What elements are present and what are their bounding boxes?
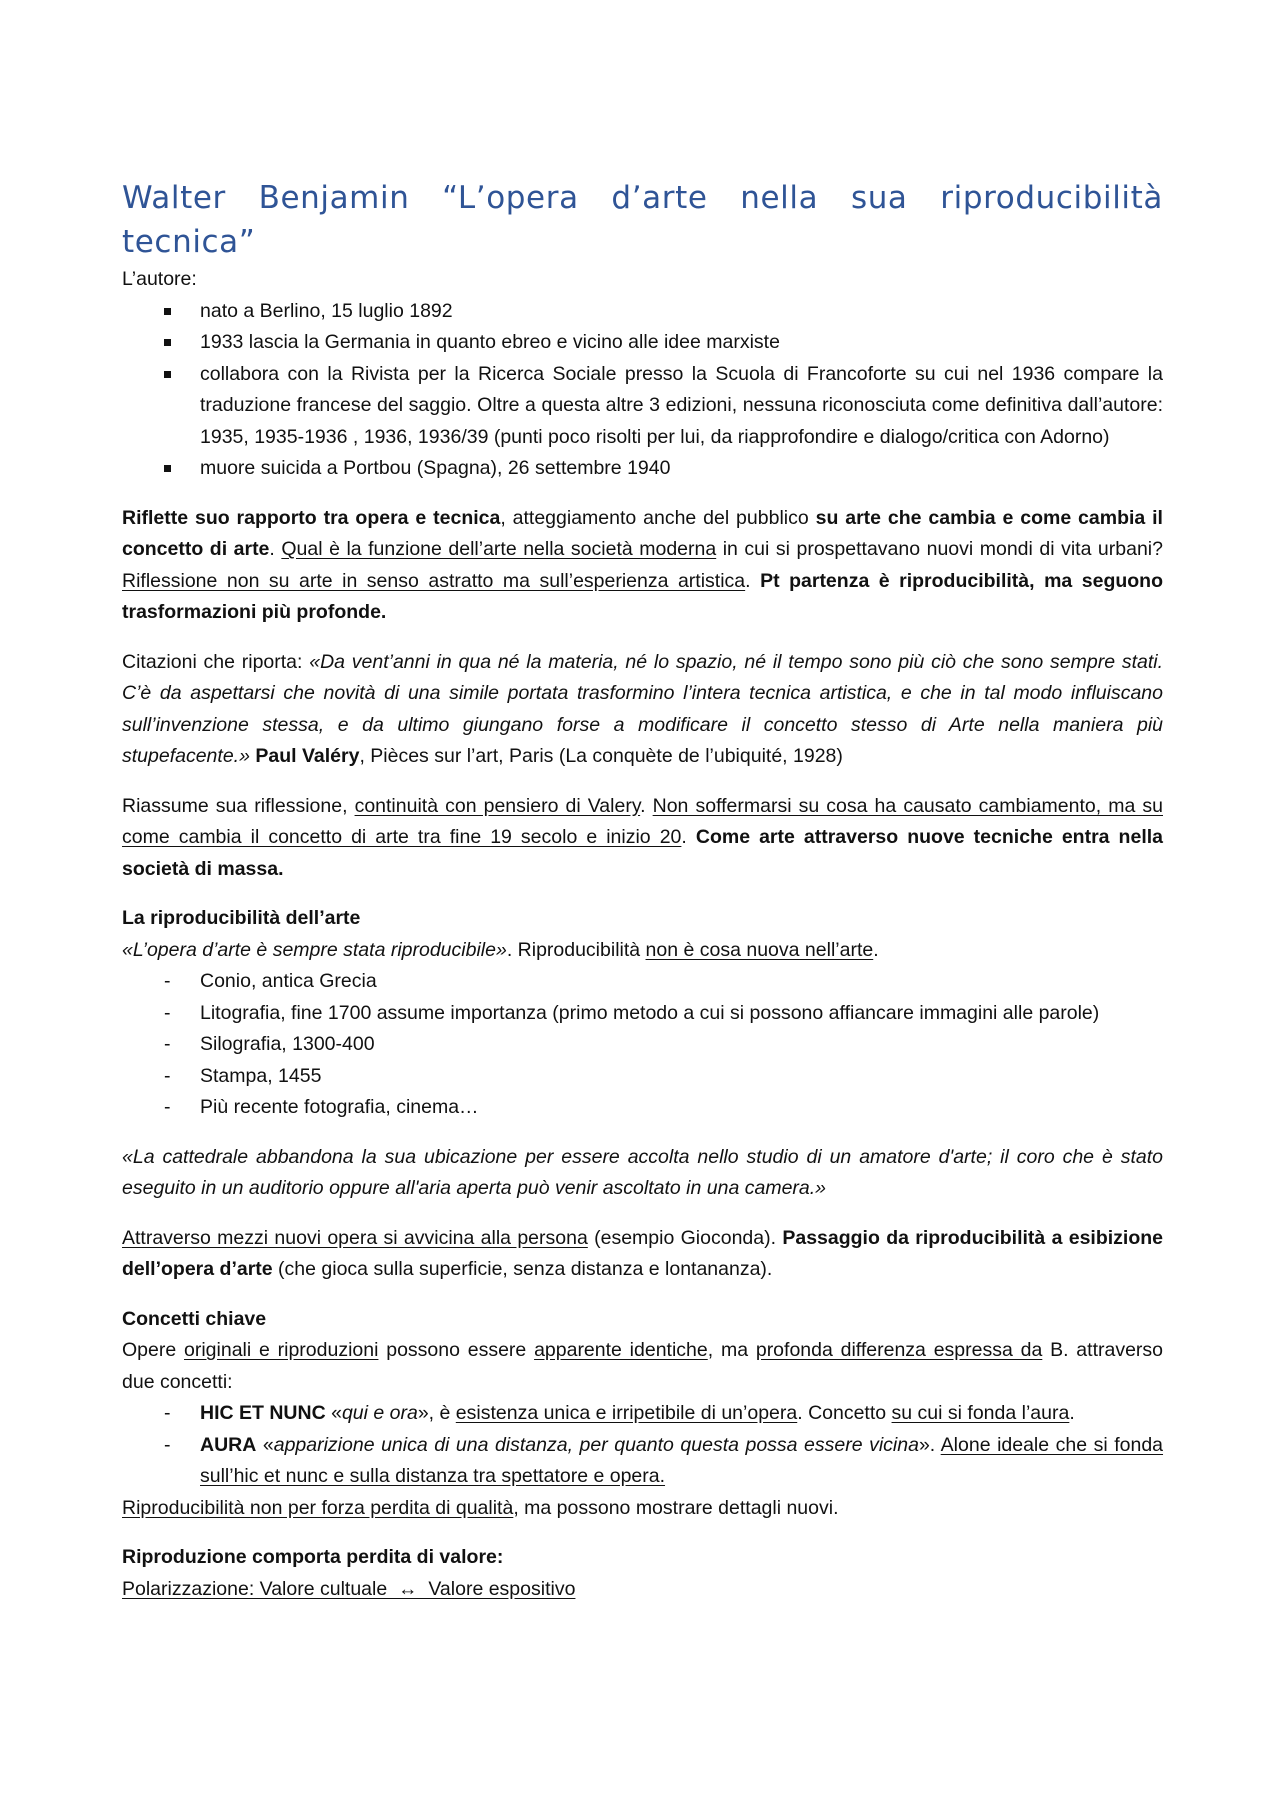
underlined-span: Alone ideale che si fonda sull’hic et nunc e sulla distanza tra spettatore e opera. — [200, 1433, 1164, 1487]
italic-span: qui e ora — [341, 1402, 418, 1424]
techniques-list — [122, 966, 1163, 1124]
quote-cattedrale — [122, 1142, 1163, 1205]
underlined-span: Attraverso mezzi nuovi opera si avvicina alla persona — [122, 1226, 588, 1249]
paragraph-citazioni — [122, 647, 1163, 773]
section-heading-concetti — [122, 1304, 1163, 1336]
document-body — [122, 264, 1163, 1605]
text-span: . Riproducibilità — [506, 938, 646, 961]
list-item: - Stampa, 1455 — [122, 1061, 1163, 1093]
text-span: . — [269, 538, 282, 560]
bold-span: Paul Valéry — [255, 745, 360, 767]
bold-span: su arte che cambia e come cambia il concetto di arte — [122, 506, 1163, 560]
text-span: « — [325, 1402, 342, 1424]
underlined-span: Riproducibilità non per forza perdita di qualità — [122, 1496, 514, 1519]
list-item: - Litografia, fine 1700 assume importanza (primo metodo a cui si possono affiancare immagini alle parole) — [122, 998, 1163, 1030]
underlined-span: profonda differenza espressa da — [755, 1339, 1043, 1361]
text-span: « — [256, 1433, 274, 1456]
text-span: ». — [918, 1433, 941, 1456]
paragraph-riassume — [122, 791, 1163, 886]
quote-span: «Da vent’anni in qua né la materia, né lo spazio, né il tempo sono più ciò che sono sempre stati. C’è da aspettarsi che novità di una simile portata trasformino l’intera tecnica artistica, e che in tal modo influiscano sull’invenzione stessa, e da ultimo giungano forse a modificare il concetto stesso di Arte nella maniera più stupefacente.» — [122, 650, 1163, 767]
section-heading-riproducibilita — [122, 903, 1163, 935]
text-span: , atteggiamento anche del pubblico — [500, 506, 816, 529]
italic-span: apparizione unica di una distanza, per quanto questa possa essere vicina — [273, 1433, 919, 1456]
bold-span: Come arte attraverso nuove tecniche entra nella società di massa. — [122, 826, 1163, 880]
underlined-span: continuità con pensiero di Valery — [354, 794, 641, 817]
list-item: 1933 lascia la Germania in quanto ebreo e vicino alle idee marxiste — [122, 327, 1163, 359]
text-span: . — [1069, 1402, 1075, 1424]
list-item: - Conio, antica Grecia — [122, 966, 1163, 998]
author-label: L’autore: — [122, 268, 197, 290]
quote-span: «La cattedrale abbandona la sua ubicazione per essere accolta nello studio di un amatore d'arte; il coro che è stato eseguito in un auditorio oppure all'aria aperta può venir ascoltato in una camera.» — [122, 1145, 1163, 1199]
text-span: », è — [417, 1402, 456, 1424]
text-span: , ma — [707, 1339, 756, 1361]
bold-span: Concetti chiave — [122, 1307, 267, 1330]
underlined-span: Polarizzazione: Valore cultuale ↔ Valore espositivo — [122, 1577, 576, 1600]
underlined-span: su cui si fonda l’aura — [891, 1402, 1070, 1424]
text-span: , ma possono mostrare dettagli nuovi. — [513, 1496, 839, 1519]
section-heading-riproduzione — [122, 1542, 1163, 1574]
underlined-span: Qual è la funzione dell’arte nella società moderna — [281, 538, 717, 560]
underlined-span: originali e riproduzioni — [184, 1339, 379, 1361]
list-item-aura — [122, 1430, 1163, 1493]
paragraph-riproducibilita-qualita — [122, 1493, 1163, 1525]
list-item: muore suicida a Portbou (Spagna), 26 settembre 1940 — [122, 453, 1163, 485]
list-item: nato a Berlino, 15 luglio 1892 — [122, 296, 1163, 328]
text-span: , Pièces sur l’art, Paris (La conquète de l’ubiquité, 1928) — [359, 745, 843, 767]
text-span: . — [640, 794, 653, 817]
concepts-list — [122, 1398, 1163, 1493]
bold-span: Riflette suo rapporto tra opera e tecnica — [122, 506, 501, 529]
text-span: possono essere — [378, 1339, 535, 1361]
text-span: B. attraverso due concetti: — [122, 1339, 1164, 1393]
list-item-hic-et-nunc — [122, 1398, 1163, 1430]
quote-span: «L’opera d’arte è sempre stata riproducibile» — [122, 938, 507, 961]
bold-span: Passaggio da riproducibilità a esibizione dell’opera d’arte — [122, 1226, 1164, 1280]
list-item: - Più recente fotografia, cinema… — [122, 1092, 1163, 1124]
page-title: Walter Benjamin “L’opera d’arte nella sua riproducibilità tecnica” — [122, 180, 1163, 260]
text-span: . — [681, 826, 696, 848]
text-span: . — [873, 938, 879, 961]
text-span: (che gioca sulla superficie, senza distanza e lontananza). — [272, 1258, 773, 1280]
paragraph-polarizzazione — [122, 1574, 1163, 1606]
text-span: in cui si prospettavano nuovi mondi di vita urbani? — [716, 538, 1163, 560]
underlined-span: non è cosa nuova nell’arte — [645, 938, 874, 961]
paragraph-riflette — [122, 503, 1163, 629]
bold-span: HIC ET NUNC — [200, 1402, 326, 1424]
paragraph-riproducibile — [122, 935, 1163, 967]
text-span: Riassume sua riflessione, — [122, 794, 355, 817]
bold-span: Pt partenza è riproducibilità, ma seguono trasformazioni più profonde. — [122, 569, 1164, 623]
underlined-span: Riflessione non su arte in senso astratto ma sull’esperienza artistica — [122, 569, 746, 592]
text-span: Citazioni che riporta: — [122, 650, 310, 673]
author-list — [122, 296, 1163, 485]
underlined-span: esistenza unica e irripetibile di un’opera — [455, 1402, 798, 1424]
underlined-span: apparente identiche — [534, 1339, 708, 1361]
bold-span: Riproduzione comporta perdita di valore: — [122, 1546, 504, 1568]
list-item: collabora con la Rivista per la Ricerca Sociale presso la Scuola di Francoforte su cui nel 1936 compare la traduzione francese del saggio. Oltre a questa altre 3 edizioni, nessuna riconosciuta come definitiva dall’autore: 1935, 1935-1936 , 1936, 1936/39 (punti poco risolti per lui, da riapprofondire e dialogo/critica con Adorno) — [122, 359, 1163, 454]
paragraph-opere — [122, 1335, 1163, 1398]
list-item: - Silografia, 1300-400 — [122, 1029, 1163, 1061]
text-span: . Concetto — [797, 1402, 892, 1424]
paragraph-attraverso — [122, 1223, 1163, 1286]
underlined-span: Non soffermarsi su cosa ha causato cambiamento, ma su come cambia il concetto di arte tra fine 19 secolo e inizio 20 — [122, 794, 1163, 848]
text-span: (esempio Gioconda). — [587, 1226, 783, 1249]
text-span: . — [745, 569, 761, 592]
bold-span: La riproducibilità dell’arte — [122, 907, 361, 929]
bold-span: AURA — [200, 1433, 257, 1456]
text-span: Opere — [122, 1339, 184, 1361]
